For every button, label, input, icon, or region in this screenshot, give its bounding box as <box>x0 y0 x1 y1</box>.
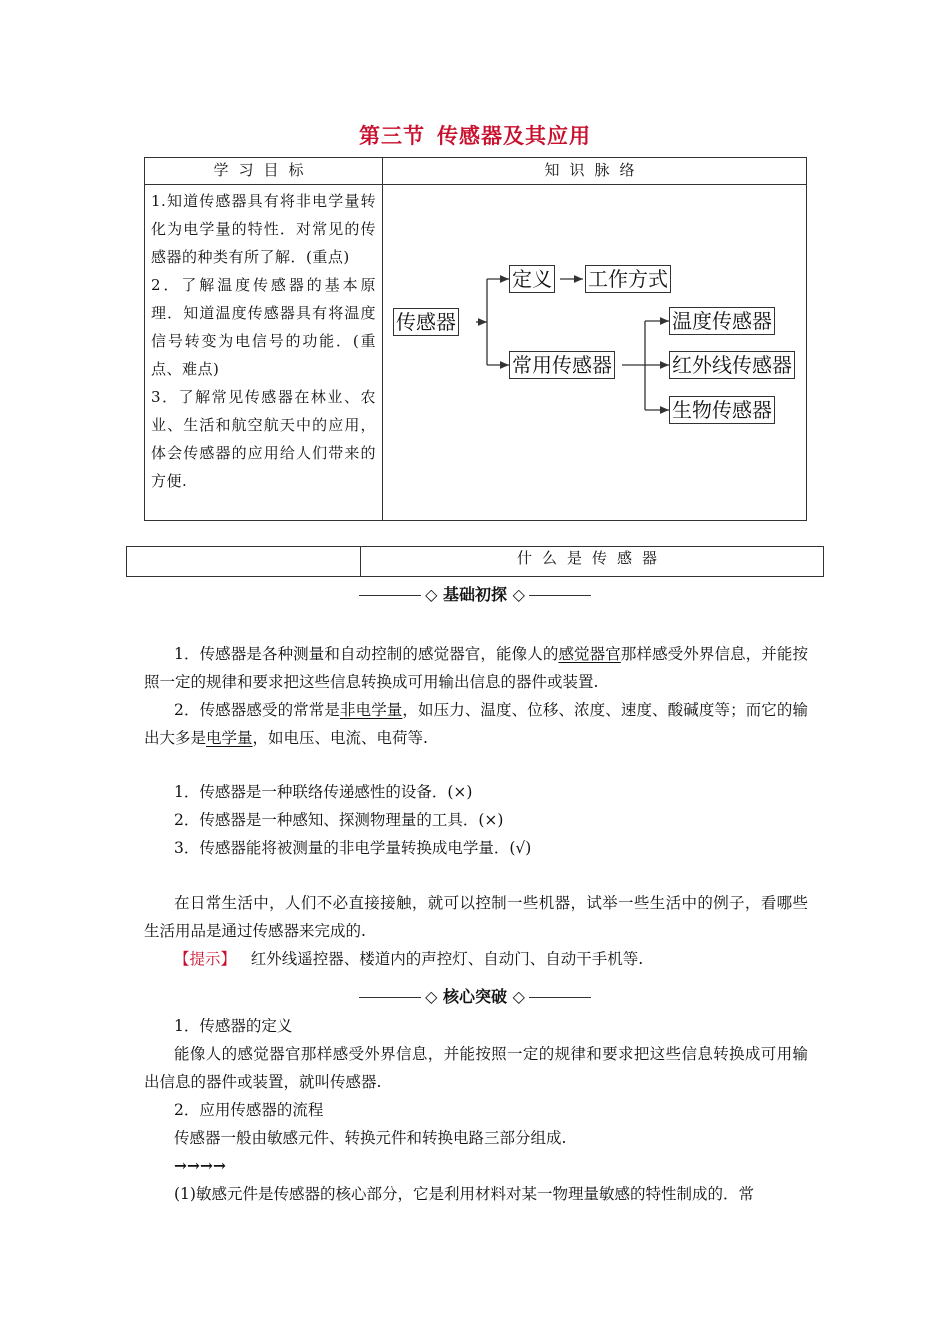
goal-item: 3．了解常见传感器在林业、农业、生活和航空航天中的应用，体会传感器的应用给人们带来的方便. <box>151 388 376 490</box>
paragraph: 1．传感器是各种测量和自动控制的感觉器官，能像人的感觉器官那样感受外界信息，并能按照一定的规律和要求把这些信息转换成可用输出信息的器件或装置. <box>144 645 808 691</box>
hint-label: 【提示】 <box>174 950 237 968</box>
work-mode-box: 工作方式 <box>585 265 671 293</box>
common-sensors-box: 常用传感器 <box>509 351 615 379</box>
knowledge-header: 知识脉络 <box>383 158 807 185</box>
basics-paragraphs <box>144 640 808 752</box>
heading: 1．传感器的定义 <box>174 1017 293 1035</box>
paragraph: 2．传感器感受的常常是非电学量，如压力、温度、位移、浓度、速度、酸碱度等；而它的输出大多是电学量，如电压、电流、电荷等. <box>144 701 808 747</box>
judgment-item: 2．传感器是一种感知、探测物理量的工具．(×) <box>174 811 504 829</box>
paragraph: (1)敏感元件是传感器的核心部分，它是利用材料对某一物理量敏感的特性制成的．常 <box>174 1185 754 1203</box>
judgment-list <box>144 778 808 862</box>
section-number: 第三节 <box>359 124 425 148</box>
section-header-blank <box>127 547 361 577</box>
banner-core: ◇ 核心突破 ◇ <box>0 984 950 1007</box>
judgment-item: 3．传感器能将被测量的非电学量转换成电学量．(√) <box>174 839 532 857</box>
question-text: 在日常生活中，人们不必直接接触，就可以控制一些机器，试举一些生活中的例子，看哪些生活用品是通过传感器来完成的. <box>144 894 808 940</box>
banner-label: 核心突破 <box>442 987 507 1006</box>
banner-label: 基础初探 <box>442 585 507 604</box>
question-block <box>144 889 808 973</box>
type-box: 生物传感器 <box>669 396 775 424</box>
goal-item: 1.知道传感器具有将非电学量转化为电学量的特性．对常见的传感器的种类有所了解．(重点) <box>151 192 376 266</box>
section-header-table <box>126 546 824 577</box>
flow-arrows: →→→→ <box>174 1156 226 1175</box>
section-header: 什么是传感器 <box>361 547 824 577</box>
judgment-item: 1．传感器是一种联络传递感性的设备．(×) <box>174 783 473 801</box>
goals-cell <box>145 185 383 521</box>
type-box: 红外线传感器 <box>669 351 795 379</box>
banner-basics: ◇ 基础初探 ◇ <box>0 582 950 605</box>
hint-line <box>144 945 808 973</box>
goal-item: 2．了解温度传感器的基本原理．知道温度传感器具有将温度信号转变为电信号的功能．(重点、难点) <box>151 276 376 378</box>
paragraph: 传感器一般由敏感元件、转换元件和转换电路三部分组成. <box>174 1129 567 1147</box>
root-box: 传感器 <box>393 308 459 336</box>
knowledge-diagram <box>383 185 807 521</box>
objectives-table <box>144 157 807 521</box>
goals-header: 学习目标 <box>145 158 383 185</box>
paragraph: 能像人的感觉器官那样感受外界信息，并能按照一定的规律和要求把这些信息转换成可用输出信息的器件或装置，就叫传感器. <box>144 1045 808 1091</box>
page-title <box>0 120 950 150</box>
hint-text: 红外线遥控器、楼道内的声控灯、自动门、自动干手机等. <box>250 950 644 968</box>
section-name: 传感器及其应用 <box>437 124 591 148</box>
core-section <box>144 1012 808 1208</box>
definition-box: 定义 <box>509 265 555 293</box>
type-box: 温度传感器 <box>669 307 775 335</box>
heading: 2．应用传感器的流程 <box>174 1101 324 1119</box>
